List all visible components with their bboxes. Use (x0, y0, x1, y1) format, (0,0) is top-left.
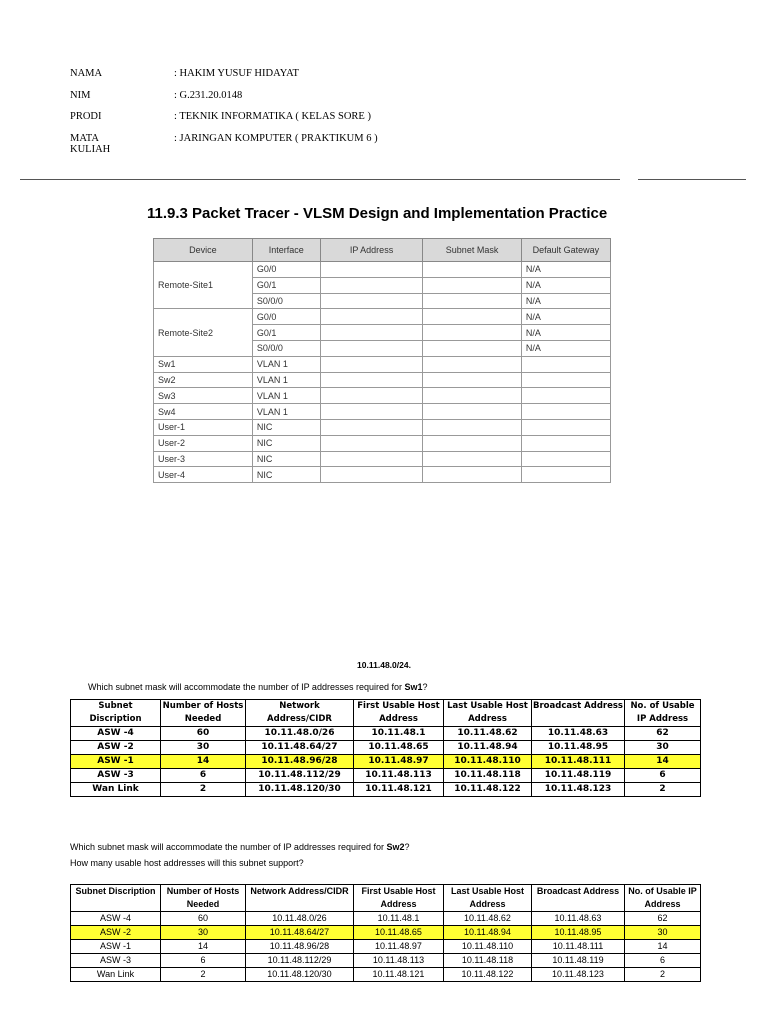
interface-cell: NIC (252, 451, 320, 467)
ip-address-cell (320, 419, 423, 435)
ip-address-cell (320, 309, 423, 325)
table-cell: 10.11.48.94 (444, 926, 532, 940)
table-cell: 10.11.48.97 (354, 940, 444, 954)
table-row (71, 954, 701, 968)
gateway-cell: N/A (521, 293, 610, 309)
table-row (71, 783, 701, 797)
subnet-mask-cell (423, 325, 522, 341)
device-cell: Sw2 (154, 372, 253, 388)
addressing-table (153, 238, 611, 483)
question-bold: Sw2 (386, 842, 405, 852)
question-text: Which subnet mask will accommodate the number of IP addresses required for (70, 842, 387, 852)
interface-cell: VLAN 1 (252, 356, 320, 372)
table-cell: 10.11.48.122 (444, 783, 532, 797)
gateway-cell (521, 372, 610, 388)
table-cell: ASW -2 (71, 741, 161, 755)
table-cell: 10.11.48.96/28 (246, 940, 354, 954)
header-subnet: Subnet Discription (71, 885, 161, 912)
header-default-gateway: Default Gateway (521, 239, 610, 262)
table-row (71, 912, 701, 926)
table-cell: 10.11.48.113 (354, 769, 444, 783)
header-broadcast: Broadcast Address (532, 885, 625, 912)
table-cell: 10.11.48.94 (444, 741, 532, 755)
device-cell: Remote-Site2 (154, 309, 253, 356)
table-cell: 10.11.48.112/29 (246, 954, 354, 968)
table-cell: 62 (625, 727, 701, 741)
question-sw2 (70, 842, 410, 852)
ip-address-cell (320, 325, 423, 341)
table-cell: 10.11.48.1 (354, 727, 444, 741)
table-row (154, 356, 611, 372)
subnet-mask-cell (423, 277, 522, 293)
table-row (154, 435, 611, 451)
interface-cell: VLAN 1 (252, 388, 320, 404)
subnet-table-body (71, 727, 701, 797)
header-network: Network Address/CIDR (246, 885, 354, 912)
device-cell: User-2 (154, 435, 253, 451)
interface-cell: NIC (252, 419, 320, 435)
interface-cell: G0/1 (252, 277, 320, 293)
table-row (154, 404, 611, 420)
table-row (154, 372, 611, 388)
device-cell: User-3 (154, 451, 253, 467)
table-cell: 30 (625, 926, 701, 940)
table-cell: 10.11.48.111 (532, 940, 625, 954)
header-hosts: Number of Hosts Needed (161, 885, 246, 912)
device-cell: User-1 (154, 419, 253, 435)
device-cell: User-4 (154, 467, 253, 483)
header-last-host: Last Usable Host Address (444, 885, 532, 912)
header-network: Network Address/CIDR (246, 700, 354, 727)
gateway-cell: N/A (521, 277, 610, 293)
header-broadcast: Broadcast Address (532, 700, 625, 727)
table-cell: 10.11.48.95 (532, 926, 625, 940)
table-cell: 14 (161, 940, 246, 954)
header-first-host: First Usable Host Address (354, 700, 444, 727)
interface-cell: NIC (252, 467, 320, 483)
table-cell: 10.11.48.97 (354, 755, 444, 769)
question-end: ? (404, 842, 410, 852)
subnet-mask-cell (423, 451, 522, 467)
header-usable: No. of Usable IP Address (625, 700, 701, 727)
info-label: PRODI (70, 111, 102, 122)
question-sw1 (88, 682, 428, 692)
table-cell: 30 (161, 926, 246, 940)
subnet-mask-cell (423, 435, 522, 451)
table-row (154, 467, 611, 483)
table-cell: 10.11.48.123 (532, 783, 625, 797)
subnet-mask-cell (423, 293, 522, 309)
device-cell: Remote-Site1 (154, 262, 253, 309)
ip-address-cell (320, 467, 423, 483)
network-address: 10.11.48.0/24. (357, 660, 411, 670)
table-cell: 10.11.48.111 (532, 755, 625, 769)
subnet-table-body (71, 912, 701, 982)
table-cell: 10.11.48.119 (532, 769, 625, 783)
table-cell: 30 (625, 741, 701, 755)
table-row (154, 309, 611, 325)
header-subnet: Subnet Discription (71, 700, 161, 727)
header-subnet-mask: Subnet Mask (423, 239, 522, 262)
table-cell: 10.11.48.118 (444, 769, 532, 783)
question-bold: Sw1 (404, 682, 423, 692)
table-cell: ASW -1 (71, 755, 161, 769)
header-device: Device (154, 239, 253, 262)
divider (638, 179, 746, 180)
table-cell: 10.11.48.0/26 (246, 912, 354, 926)
table-row (71, 940, 701, 954)
table-cell: 62 (625, 912, 701, 926)
table-cell: ASW -3 (71, 954, 161, 968)
table-cell: 10.11.48.63 (532, 912, 625, 926)
table-cell: 2 (625, 783, 701, 797)
ip-address-cell (320, 404, 423, 420)
gateway-cell: N/A (521, 340, 610, 356)
ip-address-cell (320, 372, 423, 388)
ip-address-cell (320, 293, 423, 309)
header-interface: Interface (252, 239, 320, 262)
subnet-mask-cell (423, 467, 522, 483)
header-hosts: Number of Hosts Needed (161, 700, 246, 727)
table-row (71, 727, 701, 741)
gateway-cell (521, 419, 610, 435)
table-cell: ASW -4 (71, 727, 161, 741)
table-cell: 2 (161, 968, 246, 982)
table-row (154, 451, 611, 467)
subnet-mask-cell (423, 419, 522, 435)
table-cell: 10.11.48.96/28 (246, 755, 354, 769)
device-cell: Sw1 (154, 356, 253, 372)
device-cell: Sw4 (154, 404, 253, 420)
table-cell: 10.11.48.119 (532, 954, 625, 968)
interface-cell: G0/0 (252, 262, 320, 278)
table-cell: 60 (161, 912, 246, 926)
table-row (154, 419, 611, 435)
table-row-highlighted (71, 926, 701, 940)
table-cell: ASW -1 (71, 940, 161, 954)
table-cell: 10.11.48.64/27 (246, 741, 354, 755)
table-cell: 60 (161, 727, 246, 741)
ip-address-cell (320, 388, 423, 404)
table-cell: 2 (161, 783, 246, 797)
info-label: NAMA (70, 68, 103, 79)
interface-cell: G0/0 (252, 309, 320, 325)
table-cell: 10.11.48.62 (444, 912, 532, 926)
subnet-mask-cell (423, 388, 522, 404)
info-label: MATA KULIAH (70, 132, 111, 155)
question-usable-hosts: How many usable host addresses will this subnet support? (70, 858, 304, 868)
addressing-table-body (154, 262, 611, 483)
table-cell: 10.11.48.123 (532, 968, 625, 982)
subnet-table-sw2 (70, 884, 701, 982)
question-end: ? (422, 682, 428, 692)
table-cell: 10.11.48.121 (354, 783, 444, 797)
device-cell: Sw3 (154, 388, 253, 404)
interface-cell: NIC (252, 435, 320, 451)
table-cell: 10.11.48.110 (444, 940, 532, 954)
table-cell: 10.11.48.0/26 (246, 727, 354, 741)
info-label: NIM (70, 89, 91, 101)
table-cell: 2 (625, 968, 701, 982)
table-cell: 10.11.48.95 (532, 741, 625, 755)
gateway-cell (521, 435, 610, 451)
header-ip-address: IP Address (320, 239, 423, 262)
table-row (71, 741, 701, 755)
table-cell: 6 (625, 954, 701, 968)
table-cell: ASW -4 (71, 912, 161, 926)
interface-cell: S0/0/0 (252, 293, 320, 309)
table-cell: 6 (161, 954, 246, 968)
table-cell: Wan Link (71, 783, 161, 797)
table-cell: 10.11.48.112/29 (246, 769, 354, 783)
divider (20, 179, 620, 180)
table-cell: 10.11.48.120/30 (246, 968, 354, 982)
table-row (154, 262, 611, 278)
table-cell: 10.11.48.118 (444, 954, 532, 968)
gateway-cell: N/A (521, 309, 610, 325)
table-row (71, 968, 701, 982)
table-cell: Wan Link (71, 968, 161, 982)
subnet-table-sw1 (70, 699, 701, 797)
table-cell: 14 (161, 755, 246, 769)
table-cell: 30 (161, 741, 246, 755)
gateway-cell (521, 356, 610, 372)
table-cell: ASW -2 (71, 926, 161, 940)
interface-cell: S0/0/0 (252, 340, 320, 356)
table-row-highlighted (71, 755, 701, 769)
header-first-host: First Usable Host Address (354, 885, 444, 912)
table-cell: 10.11.48.120/30 (246, 783, 354, 797)
table-cell: 14 (625, 755, 701, 769)
gateway-cell (521, 404, 610, 420)
interface-cell: VLAN 1 (252, 404, 320, 420)
table-header-row (71, 885, 701, 912)
table-row (71, 769, 701, 783)
subnet-mask-cell (423, 309, 522, 325)
gateway-cell: N/A (521, 262, 610, 278)
table-header-row (154, 239, 611, 262)
subnet-mask-cell (423, 340, 522, 356)
gateway-cell (521, 388, 610, 404)
header-usable: No. of Usable IP Address (625, 885, 701, 912)
table-cell: 10.11.48.63 (532, 727, 625, 741)
table-cell: 10.11.48.62 (444, 727, 532, 741)
info-value: : HAKIM YUSUF HIDAYAT (174, 68, 299, 79)
ip-address-cell (320, 356, 423, 372)
table-cell: 10.11.48.122 (444, 968, 532, 982)
info-value: : JARINGAN KOMPUTER ( PRAKTIKUM 6 ) (174, 132, 378, 144)
subnet-mask-cell (423, 404, 522, 420)
gateway-cell (521, 467, 610, 483)
table-row (154, 388, 611, 404)
interface-cell: G0/1 (252, 325, 320, 341)
table-cell: 10.11.48.1 (354, 912, 444, 926)
header-last-host: Last Usable Host Address (444, 700, 532, 727)
table-cell: 10.11.48.121 (354, 968, 444, 982)
gateway-cell (521, 451, 610, 467)
ip-address-cell (320, 435, 423, 451)
info-value: : TEKNIK INFORMATIKA ( KELAS SORE ) (174, 111, 371, 122)
table-header-row (71, 700, 701, 727)
table-cell: 10.11.48.64/27 (246, 926, 354, 940)
ip-address-cell (320, 340, 423, 356)
gateway-cell: N/A (521, 325, 610, 341)
info-value: : G.231.20.0148 (174, 89, 243, 101)
table-cell: ASW -3 (71, 769, 161, 783)
table-cell: 10.11.48.65 (354, 741, 444, 755)
subnet-mask-cell (423, 372, 522, 388)
ip-address-cell (320, 262, 423, 278)
ip-address-cell (320, 277, 423, 293)
ip-address-cell (320, 451, 423, 467)
table-cell: 10.11.48.113 (354, 954, 444, 968)
table-cell: 10.11.48.65 (354, 926, 444, 940)
question-text: Which subnet mask will accommodate the number of IP addresses required for (88, 682, 405, 692)
table-cell: 6 (625, 769, 701, 783)
table-cell: 6 (161, 769, 246, 783)
page-title: 11.9.3 Packet Tracer - VLSM Design and Implementation Practice (147, 205, 608, 222)
subnet-mask-cell (423, 356, 522, 372)
interface-cell: VLAN 1 (252, 372, 320, 388)
subnet-mask-cell (423, 262, 522, 278)
table-cell: 14 (625, 940, 701, 954)
table-cell: 10.11.48.110 (444, 755, 532, 769)
